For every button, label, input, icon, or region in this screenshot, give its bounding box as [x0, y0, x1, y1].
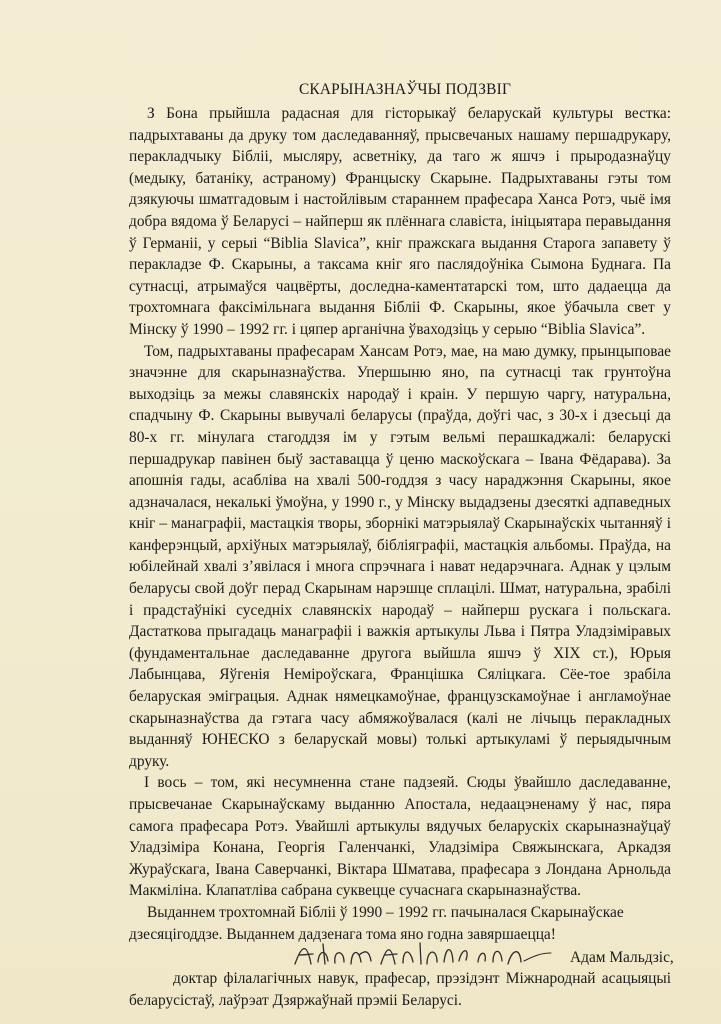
paragraph-1: З Бона прыйшла радасная для гісторыкаў беларускай культуры вестка: падрыхтаваны да друку том даследаванняў, прысвечаных нашаму першадрукару, перакладчыку Бібліі, мысляру, асветніку, да таго ж яшчэ і прыродазнаўцу (медыку, батаніку, астраному) Францыску Скарыне. Падрыхтаваны гэты том дзякуючы шматгадовым і настойлівым стараннем прафесара Ханса Ротэ, чыё імя добра вядома ў Беларусі – найперш як плённага славіста, ініцыятара перавыдання ў Германіі, у серыі “Biblia Slavica”, кніг пражскага выдання Старога запавету ў перакладзе Ф. Скарыны, а таксама кніг яго паслядоўніка Сымона Буднага. Па сутнасці, атрымаўся чацвёрты, доследна-каментатарскі том, што дадаецца да трохтомнага факсімільнага выдання Бібліі Ф. Скарыны, якое ўбачыла свет у Мінску ў 1990 – 1992 гг. і цяпер арганічна ўваходзіць у серыю “Biblia Slavica”. — [129, 105, 671, 338]
closing-paragraph: Выданнем трохтомнай Бібліі ў 1990 – 1992 гг. пачыналася Скарынаўскае дзесяцігоддзе. Выданнем дадзенага тома яно годна завяршаецца! — [129, 903, 624, 943]
document-body — [129, 81, 674, 1011]
paragraph-2: Том, падрыхтаваны прафесарам Хансам Ротэ, мае, на маю думку, прынцыповае значэнне для скарыназнаўства. Упершыню яно, па сутнасці так грунтоўна выходзіць за межы славянскіх народаў і краін. У першую чаргу, натуральна, спадчыну Ф. Скарыны вывучалі беларусы (праўда, доўгі час, з 30-х і дзесьці да 80-х гг. мінулага стагоддзя ім у гэтым вельмі перашкаджалі: беларускі першадрукар павінен быў заставацца ў ценю маскоўскага – Івана Фёдарава). За апошнія гады, асабліва на хвалі 500-годдзя з часу нараджэння Скарыны, якое адзначалася, некалькі ўмоўна, у 1990 г., у Мінску выдадзены дзесяткі адпаведных кніг – манаграфіі, мастацкія творы, зборнікі матэрыялаў Скарынаўскіх чытанняў і канферэнцый, архіўных матэрыялаў, бібліяграфіі, мастацкія альбомы. Праўда, на юбілейнай хвалі з’явілася і многа спрэчнага і нават недарэчнага. Аднак у цэлым беларусы свой доўг перад Скарынам нарэшце сплацілі. Шмат, натуральна, зрабілі і прадстаўнікі суседніх славянскіх народаў – найперш рускага і польскага. Дастаткова прыгадаць манаграфіі і важкія артыкулы Льва і Пятра Уладзіміравых (фундаментальнае даследаванне другога выйшла яшчэ ў XIX ст.), Юрыя Лабынцава, Яўгенія Немiроўскага, Францішка Сяліцкага. Сёе-тое зрабіла беларуская эміграцыя. Аднак нямецкамоўнае, французскамоўнае і англамоўнае скарыназнаўства да гэтага часу абмяжоўвалася (калі не лічыць перакладных выданняў ЮНЕСКО з беларускай мовы) толькі артыкуламі ў перыядычным друку. — [129, 342, 671, 770]
paragraph-3: І вось – том, які несумненна стане падзеяй. Сюды ўвайшло даследаванне, прысвечанае Скарынаўскаму выданню Апостала, недаацэненаму ў нас, пяра самога прафесара Ротэ. Увайшлі артыкулы вядучых беларускіх скарыназнаўцаў Уладзіміра Конана, Георгія Галенчанкі, Уладзіміра Свяжынскага, Аркадзя Жураўскага, Івана Саверчанкі, Віктара Шматава, прафесара з Лондана Арнольда Макміліна. Клапатліва сабрана суквецце сучаснага скарыназнаўства. — [129, 774, 671, 900]
author-signature-line — [129, 945, 674, 968]
handwritten-signature — [289, 937, 589, 971]
author-credentials: доктар філалагічных навук, прафесар, прэзідэнт Міжнароднай асацыяцыі беларусістаў, лаўрэат Дзяржаўнай прэміі Беларусі. — [129, 970, 671, 1009]
author-name: Адам Мальдзіс, — [570, 949, 674, 967]
document-title: СКАРЫНАЗНАЎЧЫ ПОДЗВІГ — [298, 81, 512, 98]
